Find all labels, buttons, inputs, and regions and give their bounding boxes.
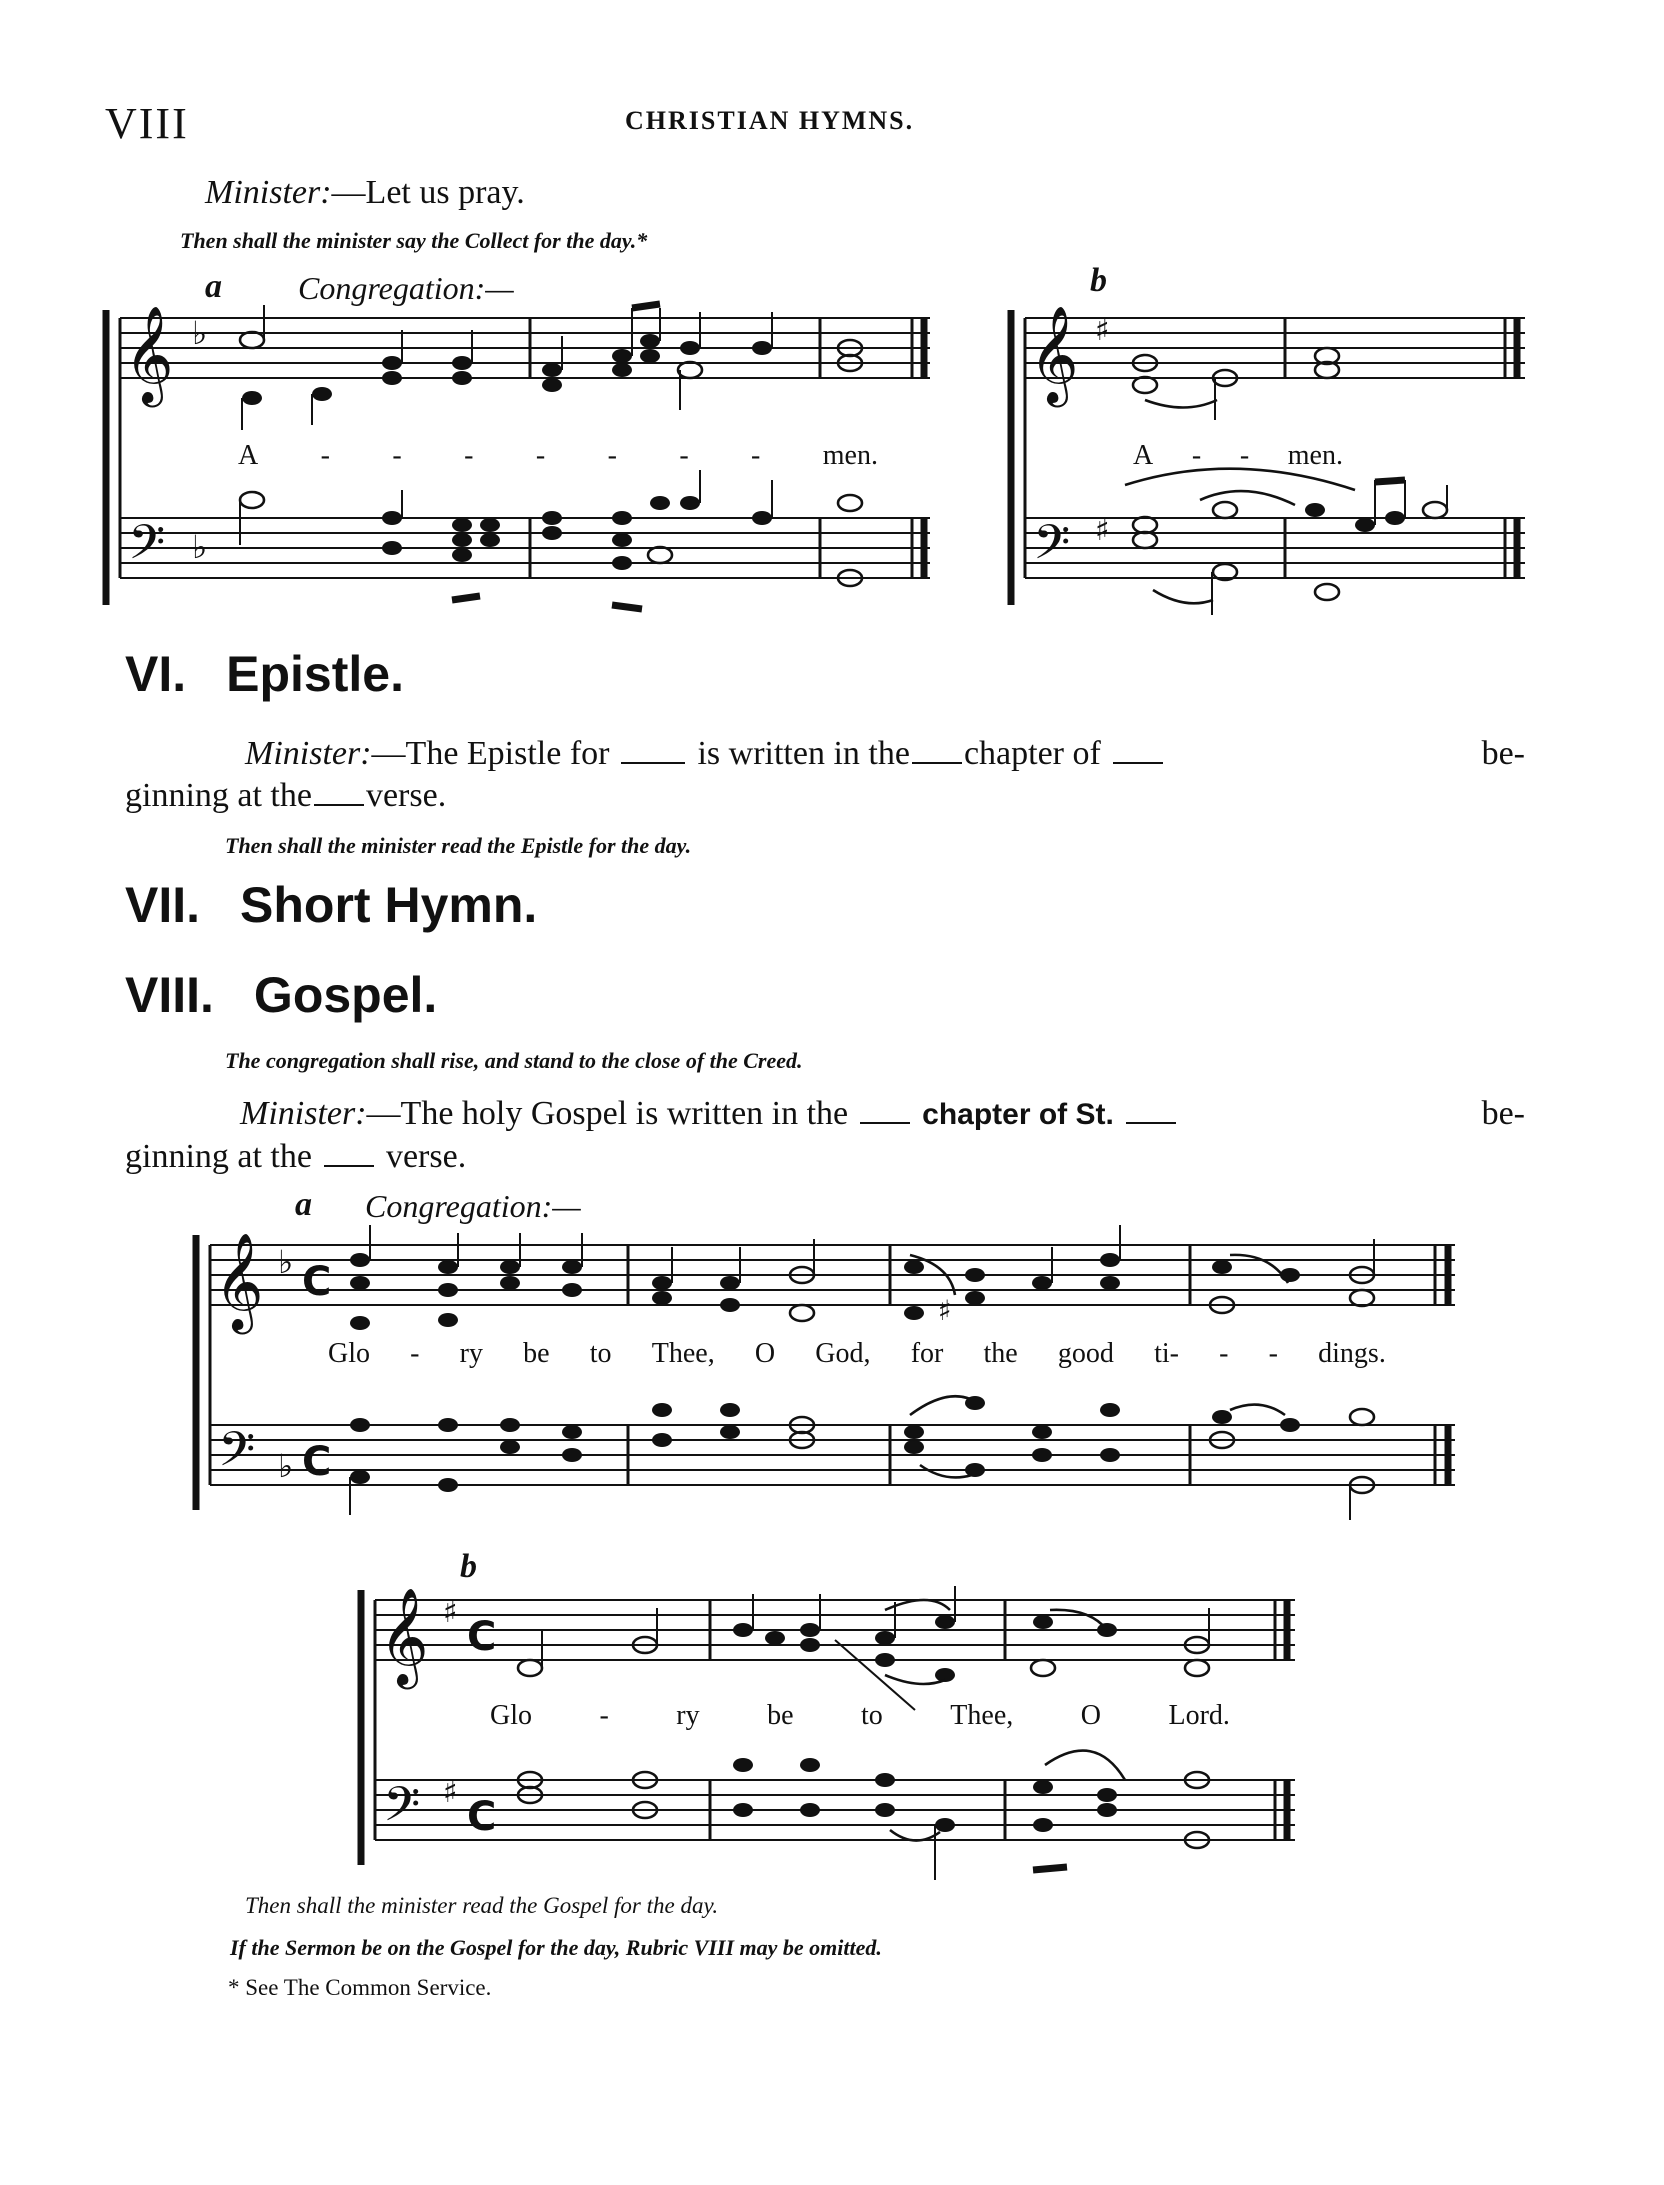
lyric-syllable: men.: [822, 440, 878, 471]
treble-clef-icon: 𝄞: [1029, 305, 1079, 403]
gospel-read-rubric: Then shall the minister read the Gospel for the day.: [245, 1893, 719, 1918]
page-number: VIII: [105, 99, 189, 148]
epistle-text: ginning at the: [125, 777, 312, 814]
prayer-line: [205, 172, 525, 214]
treble-clef-icon: 𝄞: [124, 305, 174, 403]
lyric-hyphen: -: [1268, 1338, 1278, 1369]
treble-clef-icon: 𝄞: [214, 1232, 264, 1330]
treble-staff: [120, 318, 930, 378]
prayer-text: —Let us pray.: [331, 174, 525, 211]
amen-a-lyrics: [238, 440, 878, 472]
common-time-icon: C: [467, 1614, 497, 1660]
common-time-icon: C: [467, 1794, 497, 1840]
gospel-a-label: a: [295, 1186, 312, 1223]
lyric-hyphen: -: [1239, 440, 1250, 471]
bass-clef-icon: 𝄢: [128, 514, 166, 582]
bass-clef-icon: 𝄢: [1033, 514, 1071, 582]
blank-line: [860, 1122, 910, 1124]
lyric-syllable: good: [1057, 1338, 1114, 1369]
gospel-text: ginning at the: [125, 1138, 312, 1175]
speaker-label: Minister:: [240, 1095, 367, 1132]
lyric-syllable: dings.: [1318, 1338, 1386, 1369]
treble-staff: [210, 1245, 1455, 1305]
epistle-text: be-: [1481, 735, 1525, 772]
sharp-icon: ♯: [443, 1595, 458, 1630]
lyric-syllable: God,: [815, 1338, 871, 1369]
lyric-hyphen: -: [320, 440, 330, 471]
section-title: Short Hymn.: [240, 877, 538, 933]
lyric-hyphen: -: [464, 440, 474, 471]
lyric-syllable: ry: [676, 1700, 700, 1731]
flat-icon: ♭: [192, 528, 208, 566]
lyric-syllable: Thee,: [950, 1700, 1014, 1731]
gospel-b-label: b: [460, 1548, 477, 1585]
blank-line: [912, 762, 962, 764]
lyric-syllable: Glo: [328, 1338, 370, 1369]
bass-staff: [120, 518, 930, 578]
section-heading-gospel: [125, 966, 437, 1024]
lyric-hyphen: -: [751, 440, 761, 471]
gospel-text: be-: [1481, 1095, 1525, 1132]
blank-line: [1113, 762, 1163, 764]
running-title: CHRISTIAN HYMNS.: [625, 106, 915, 135]
gospel-rubric: The congregation shall rise, and stand to the close of the Creed.: [225, 1048, 803, 1073]
speaker-label: Minister:: [205, 174, 332, 211]
blank-line: [324, 1165, 374, 1167]
epistle-text: is written in the: [697, 735, 910, 772]
lyric-syllable: to: [589, 1338, 612, 1369]
lyric-hyphen: -: [599, 1700, 609, 1731]
common-time-icon: C: [302, 1259, 332, 1305]
lyric-hyphen: -: [392, 440, 402, 471]
bass-staff: [375, 1780, 1295, 1840]
treble-clef-icon: 𝄞: [379, 1587, 429, 1685]
speaker-label: Minister:: [245, 735, 372, 772]
gospel-b-lyrics: [490, 1700, 1230, 1732]
amen-b-lyrics: [1133, 440, 1343, 472]
gospel-text: chapter of St.: [922, 1098, 1114, 1131]
lyric-syllable: A: [1133, 440, 1154, 471]
blank-line: [621, 762, 685, 764]
lyric-syllable: Glo: [490, 1700, 532, 1731]
epistle-text: —The Epistle for: [371, 735, 610, 772]
amen-b-label: b: [1090, 262, 1107, 299]
section-title: Epistle.: [226, 646, 404, 702]
section-number: VIII.: [125, 967, 214, 1023]
lyric-syllable: ti-: [1154, 1338, 1179, 1369]
lyric-syllable: Lord.: [1168, 1700, 1230, 1731]
gospel-text: verse.: [385, 1138, 467, 1175]
gospel-a-lyrics: [328, 1338, 1386, 1370]
gospel-congregation-label: Congregation:—: [365, 1188, 581, 1224]
lyric-syllable: men.: [1287, 440, 1343, 471]
blank-line: [314, 804, 364, 806]
bass-staff: [210, 1425, 1455, 1485]
gospel-text: —The holy Gospel is written in the: [366, 1095, 849, 1132]
bass-clef-icon: 𝄢: [218, 1421, 256, 1489]
flat-icon: ♭: [192, 314, 208, 352]
lyric-syllable: O: [754, 1338, 776, 1369]
amen-a-label: a: [205, 268, 222, 305]
section-heading-short-hymn: [125, 876, 537, 934]
lyric-hyphen: -: [1191, 440, 1202, 471]
lyric-syllable: to: [861, 1700, 883, 1731]
lyric-syllable: A: [238, 440, 259, 471]
gospel-b-score: [355, 1580, 1310, 1885]
gospel-a-score: [190, 1225, 1470, 1530]
lyric-syllable: O: [1080, 1700, 1101, 1731]
epistle-text: verse.: [365, 777, 447, 814]
flat-icon: ♭: [278, 1447, 294, 1485]
section-number: VI.: [125, 646, 187, 702]
lyric-syllable: the: [983, 1338, 1018, 1369]
gospel-announcement: [125, 1093, 1525, 1178]
section-title: Gospel.: [253, 967, 438, 1023]
flat-icon: ♭: [278, 1243, 294, 1281]
epistle-announcement: [125, 733, 1525, 817]
common-time-icon: C: [302, 1439, 332, 1485]
sharp-icon: ♯: [443, 1775, 458, 1810]
collect-rubric: Then shall the minister say the Collect for the day.*: [180, 228, 648, 253]
sharp-icon: ♯: [1095, 313, 1110, 348]
treble-staff: [375, 1600, 1295, 1660]
amen-congregation-label: Congregation:—: [298, 270, 514, 306]
blank-line: [1126, 1122, 1176, 1124]
section-heading-epistle: [125, 645, 404, 703]
lyric-hyphen: -: [410, 1338, 420, 1369]
sharp-icon: ♯: [938, 1294, 952, 1327]
lyric-syllable: ry: [459, 1338, 483, 1369]
lyric-syllable: be: [767, 1700, 794, 1731]
bass-clef-icon: 𝄢: [383, 1776, 421, 1844]
lyric-hyphen: -: [607, 440, 617, 471]
epistle-rubric: Then shall the minister read the Epistle for the day.: [225, 833, 692, 858]
footnote: * See The Common Service.: [228, 1975, 492, 2000]
section-number: VII.: [125, 877, 201, 933]
lyric-hyphen: -: [535, 440, 546, 471]
lyric-syllable: be: [523, 1338, 550, 1369]
sermon-rubric: If the Sermon be on the Gospel for the day, Rubric VIII may be omitted.: [230, 1935, 882, 1960]
lyric-hyphen: -: [679, 440, 689, 471]
lyric-hyphen: -: [1219, 1338, 1229, 1369]
sharp-icon: ♯: [1095, 513, 1110, 548]
lyric-syllable: for: [910, 1338, 944, 1369]
lyric-syllable: Thee,: [651, 1338, 715, 1369]
epistle-text: chapter of: [963, 735, 1101, 772]
